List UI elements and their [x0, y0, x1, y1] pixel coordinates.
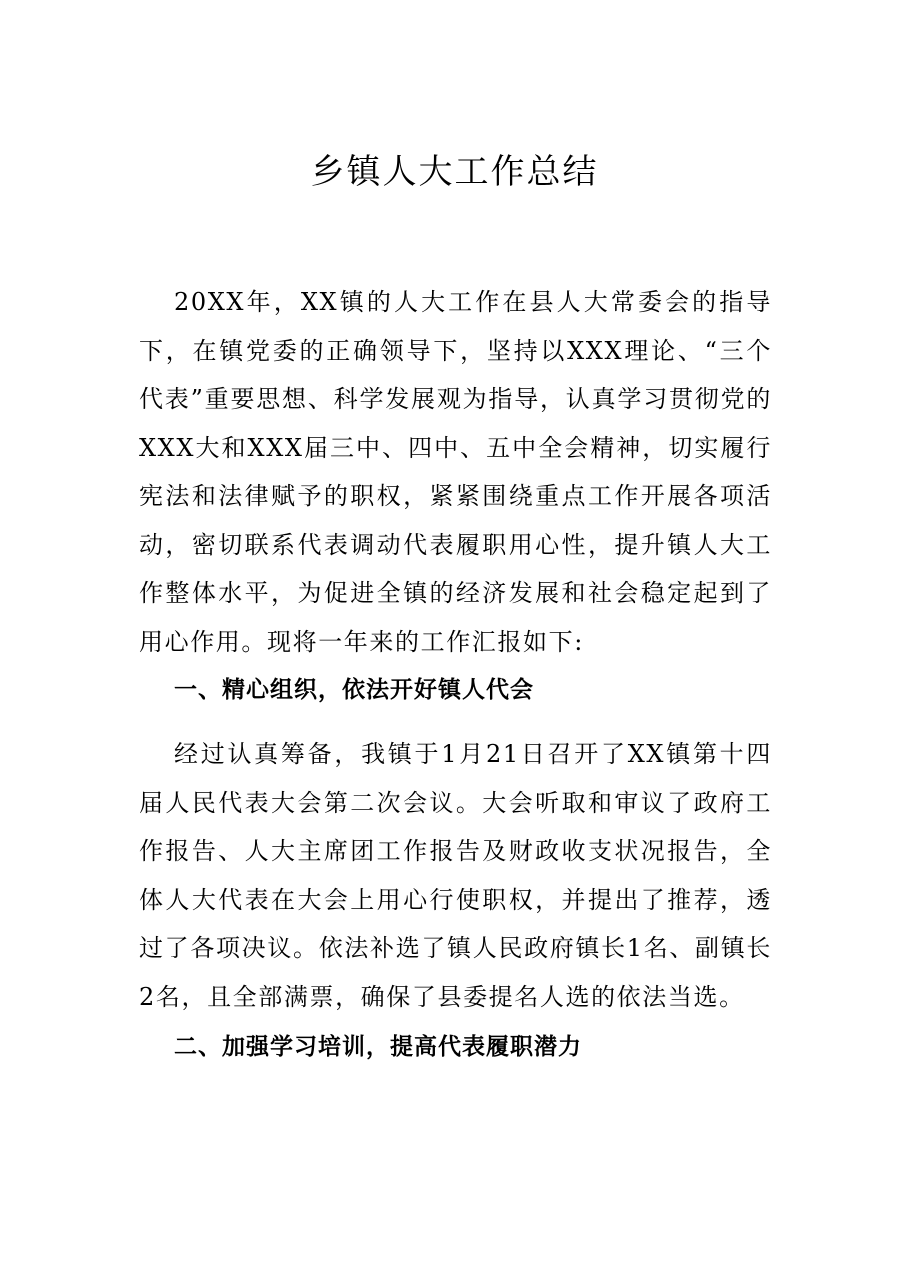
section-1-paragraph: 经过认真筹备，我镇于1月21日召开了XX镇第十四届人民代表大会第二次会议。大会听取和审议了政府工作报告、人大主席团工作报告及财政收支状况报告，全体人大代表在大会上用心行使职权，并提出了推荐，透过了各项决议。依法补选了镇人民政府镇长1名、副镇长2名，且全部满票，确保了县委提名人选的依法当选。	[139, 740, 772, 1011]
document-title: 乡镇人大工作总结	[310, 152, 599, 192]
intro-paragraph: 20XX年，XX镇的人大工作在县人大常委会的指导下，在镇党委的正确领导下，坚持以XXX理论、“三个代表”重要思想、科学发展观为指导，认真学习贯彻党的XXX大和XXX届三中、四中、五中全会精神，切实履行宪法和法律赋予的职权，紧紧围绕重点工作开展各项活动，密切联系代表调动代表履职用心性，提升镇人大工作整体水平，为促进全镇的经济发展和社会稳定起到了用心作用。现将一年来的工作汇报如下:	[139, 288, 772, 656]
section-heading-1: 一、精心组织，依法开好镇人代会	[174, 677, 534, 703]
section-heading-2: 二、加强学习培训，提高代表履职潜力	[174, 1034, 582, 1060]
